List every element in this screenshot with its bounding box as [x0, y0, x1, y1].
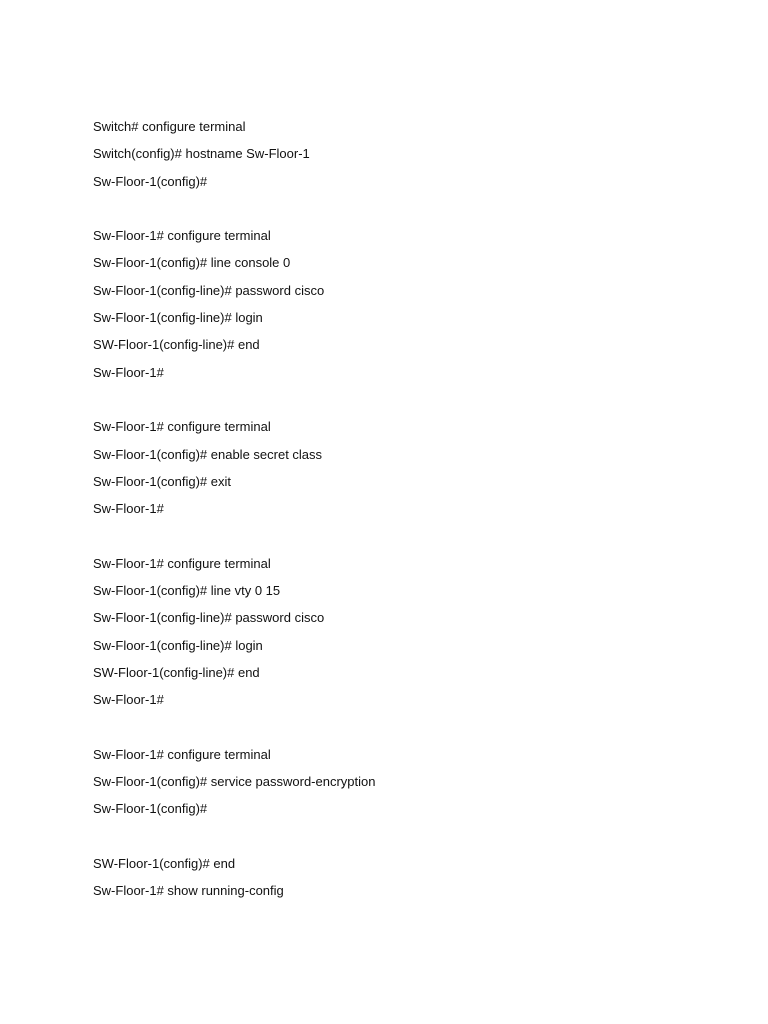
- command-line: Sw-Floor-1(config)# line vty 0 15: [93, 583, 281, 599]
- command-line: Sw-Floor-1# show running-config: [93, 883, 284, 899]
- command-line: Sw-Floor-1(config)# exit: [93, 473, 231, 489]
- command-line: Sw-Floor-1# configure terminal: [93, 555, 271, 571]
- password-encryption-block: [93, 741, 713, 823]
- command-line: Switch(config)# hostname Sw-Floor-1: [93, 146, 310, 162]
- vty-password-block: [93, 550, 713, 714]
- command-line: Switch# configure terminal: [93, 119, 246, 134]
- command-line: SW-Floor-1(config-line)# end: [93, 337, 260, 353]
- command-line: Sw-Floor-1(config)# line console 0: [93, 255, 291, 271]
- command-line: Sw-Floor-1(config-line)# password cisco: [93, 282, 325, 298]
- command-line: SW-Floor-1(config)# end: [93, 856, 236, 872]
- command-line: SW-Floor-1(config-line)# end: [93, 664, 260, 680]
- command-line: Sw-Floor-1(config-line)# password cisco: [93, 610, 325, 626]
- command-listing: [93, 113, 713, 932]
- command-line: Sw-Floor-1#: [93, 364, 164, 380]
- command-line: Sw-Floor-1# configure terminal: [93, 228, 271, 244]
- command-line: Sw-Floor-1(config)# enable secret class: [93, 446, 323, 462]
- enable-secret-block: [93, 413, 713, 522]
- command-line: Sw-Floor-1#: [93, 501, 164, 517]
- command-line: Sw-Floor-1(config-line)# login: [93, 310, 263, 326]
- command-line: Sw-Floor-1# configure terminal: [93, 746, 271, 762]
- console-password-block: [93, 222, 713, 386]
- hostname-block: [93, 113, 713, 195]
- command-line: Sw-Floor-1#: [93, 692, 164, 708]
- show-config-block: [93, 850, 713, 905]
- command-line: Sw-Floor-1# configure terminal: [93, 419, 271, 435]
- command-line: Sw-Floor-1(config)#: [93, 173, 208, 189]
- command-line: Sw-Floor-1(config)#: [93, 801, 208, 817]
- command-line: Sw-Floor-1(config-line)# login: [93, 637, 263, 653]
- command-line: Sw-Floor-1(config)# service password-encryption: [93, 774, 376, 790]
